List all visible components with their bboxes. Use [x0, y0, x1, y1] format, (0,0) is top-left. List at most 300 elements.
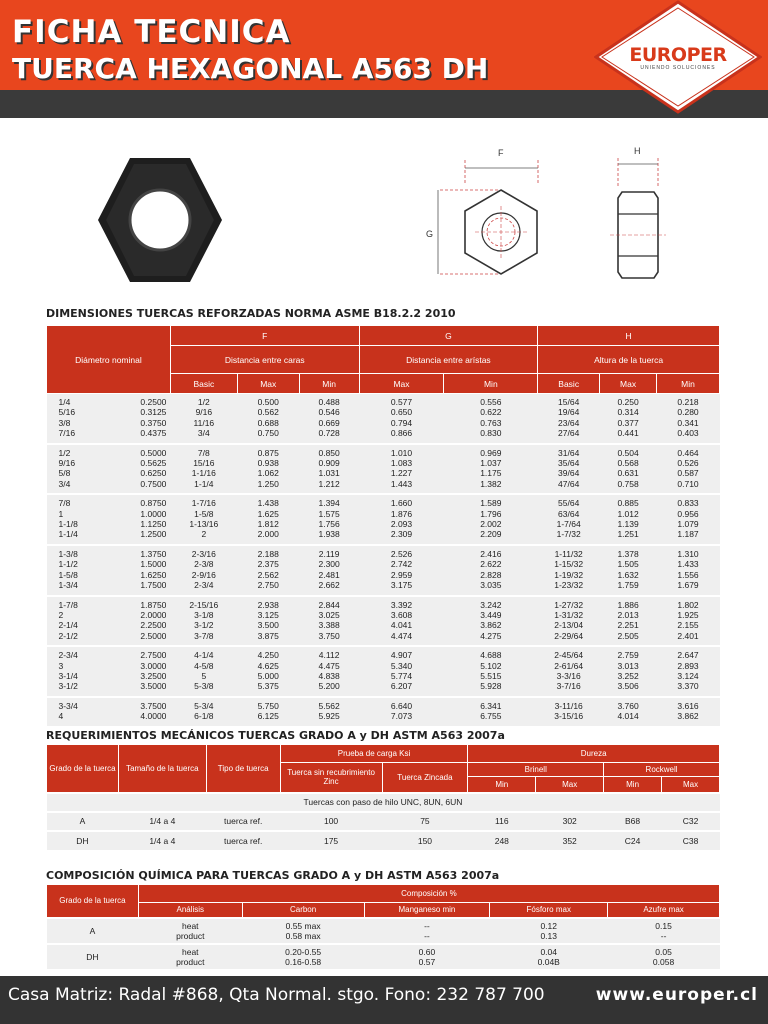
table-cell-fmin	[299, 444, 359, 495]
cell-value: 5.750	[257, 700, 279, 711]
table-cell-hmin	[657, 494, 720, 545]
table-cell-fb	[170, 646, 237, 697]
col-g-max: Max	[359, 374, 444, 394]
cell-value: 1.382	[480, 478, 502, 489]
cell-value: 0.20-0.55	[285, 946, 322, 957]
table-row-group	[47, 444, 720, 495]
cell-value: 0.05	[655, 946, 672, 957]
table-row-group	[47, 545, 720, 596]
cell-value: 1-27/32	[554, 599, 584, 610]
col-f-min: Min	[299, 374, 359, 394]
cell-value: 4.688	[480, 650, 502, 661]
cell-value: 3.242	[480, 599, 502, 610]
cell-value: 1-7/16	[191, 498, 216, 509]
cell-value: 3/8	[58, 417, 71, 428]
mechanical-table	[46, 744, 720, 850]
header-diametro: Diámetro nominal	[47, 326, 171, 394]
table-cell-s	[608, 918, 720, 944]
cell-value: 0.12	[540, 920, 557, 931]
cell-value: 2-9/16	[191, 569, 216, 580]
cell-value: 1	[58, 508, 64, 519]
table-cell: tuerca ref.	[206, 812, 280, 831]
nut-photo	[90, 150, 230, 290]
cell-value: 0.341	[677, 417, 699, 428]
cell-value: 9/16	[58, 458, 76, 469]
col-f-max: Max	[237, 374, 299, 394]
cell-value: 2.759	[617, 650, 639, 661]
cell-value: 0.669	[318, 417, 340, 428]
header-h-sub: Altura de la tuerca	[538, 346, 720, 374]
cell-value: 2.416	[480, 548, 502, 559]
label-g: G	[426, 229, 434, 239]
header-rockwell-max: Max	[662, 777, 720, 793]
table-cell: 1/4 a 4	[118, 831, 206, 850]
cell-value: 2.155	[677, 620, 699, 631]
cell-value: 5/8	[58, 468, 71, 479]
table-cell-hb	[538, 646, 600, 697]
cell-value: 2.562	[257, 569, 279, 580]
cell-value: 5.340	[390, 660, 413, 671]
table-cell-gmin	[444, 596, 538, 647]
cell-value: 0.866	[390, 428, 413, 439]
table-cell-gmin	[444, 394, 538, 444]
table-row-group	[47, 596, 720, 647]
cell-value: 3/4	[58, 478, 71, 489]
cell-value: 2-13/04	[554, 620, 584, 631]
table-cell-hb	[538, 596, 600, 647]
cell-value: 0.556	[480, 397, 502, 407]
logo-subtitle: UNIENDO SOLUCIONES	[640, 65, 716, 71]
cell-value: 0.04	[540, 946, 557, 957]
cell-value: 2.309	[390, 529, 413, 540]
cell-value: 1.5000	[140, 559, 167, 570]
cell-value: 1.175	[480, 468, 502, 479]
table-cell: C38	[662, 831, 720, 850]
table-row-group	[47, 394, 720, 444]
cell-value: 1.1250	[140, 519, 167, 530]
cell-value: 1.589	[480, 498, 502, 509]
cell-value: 1.8750	[140, 599, 167, 610]
col-manganeso: Manganeso min	[364, 903, 490, 918]
cell-value: 2-45/64	[554, 650, 584, 661]
cell-value: product	[176, 956, 205, 967]
header-rockwell-min: Min	[604, 777, 662, 793]
cell-value: 0.875	[257, 447, 279, 458]
table-cell-fmax	[237, 596, 299, 647]
cell-value: 6.640	[390, 700, 413, 711]
cell-value: 0.631	[617, 468, 639, 479]
cell-value: 0.956	[677, 508, 699, 519]
cell-value: 4-5/8	[194, 660, 214, 671]
table-cell-fb	[170, 545, 237, 596]
header-brinell: Brinell	[468, 763, 604, 777]
cell-value: 2.002	[480, 519, 502, 530]
table-cell-gmax	[359, 494, 444, 545]
cell-value: 3.5000	[140, 681, 167, 692]
table-cell-carbon	[242, 944, 364, 969]
cell-value: 3-11/16	[554, 700, 583, 711]
cell-value: 1.7500	[140, 580, 167, 591]
cell-value: 2-3/8	[194, 559, 214, 570]
table-cell-fmax	[237, 697, 299, 727]
cell-value: 3.506	[617, 681, 639, 692]
cell-value: 1.625	[257, 508, 279, 519]
table-cell-size	[47, 697, 109, 727]
cell-value: 6.341	[480, 700, 502, 711]
cell-value: 3.616	[677, 700, 699, 711]
cell-value: 35/64	[558, 458, 580, 469]
cell-value: 1-3/4	[58, 580, 78, 591]
cell-value: --	[424, 920, 430, 931]
cell-value: 4.250	[257, 650, 279, 661]
table-row-group	[47, 697, 720, 727]
table-cell-s	[608, 944, 720, 969]
cell-value: 3-7/16	[556, 681, 581, 692]
cell-value: 0.688	[257, 417, 279, 428]
cell-value: 4.112	[318, 650, 340, 661]
cell-value: 55/64	[558, 498, 580, 509]
cell-value: 0.794	[390, 417, 413, 428]
table-cell-size	[47, 394, 109, 444]
cell-value: 2.893	[677, 660, 699, 671]
cell-value: 1-7/32	[556, 529, 581, 540]
cell-value: 2-3/4	[194, 580, 214, 591]
cell-value: 2.5000	[140, 630, 167, 641]
cell-value: 1.438	[257, 498, 279, 509]
cell-value: 0.5625	[140, 458, 167, 469]
cell-value: 1.756	[318, 519, 340, 530]
cell-value: 7/16	[58, 428, 76, 439]
cell-value: 2.013	[617, 609, 639, 620]
table-cell-fb	[170, 494, 237, 545]
cell-value: 4.474	[390, 630, 413, 641]
table-cell-fmax	[237, 646, 299, 697]
cell-value: 39/64	[558, 468, 580, 479]
cell-value: 3.124	[677, 670, 699, 681]
cell-value: 9/16	[195, 407, 213, 418]
cell-value: 4-1/4	[194, 650, 214, 661]
cell-value: 4.014	[617, 711, 639, 722]
cell-value: 1-1/16	[191, 468, 216, 479]
cell-value: 3/4	[197, 428, 210, 439]
table-cell-fb	[170, 394, 237, 444]
cell-value: 3-3/16	[556, 670, 581, 681]
cell-value: 2.188	[257, 548, 279, 559]
table-cell-hmin	[657, 394, 720, 444]
table-row-group	[47, 494, 720, 545]
cell-value: 0.568	[617, 458, 639, 469]
table-cell-fmin	[299, 494, 359, 545]
cell-value: 1.250	[257, 478, 279, 489]
header-prueba: Prueba de carga Ksi	[280, 745, 468, 763]
cell-value: 0.650	[390, 407, 413, 418]
cell-value: 1-5/8	[194, 508, 214, 519]
cell-value: 0.04B	[537, 956, 560, 967]
cell-value: 2.119	[318, 548, 340, 559]
cell-value: 0.3750	[140, 417, 167, 428]
cell-value: 4.041	[390, 620, 413, 631]
cell-value: 31/64	[558, 447, 580, 458]
table-cell: B68	[604, 812, 662, 831]
table-cell-hmax	[600, 545, 657, 596]
cell-value: 5/16	[58, 407, 76, 418]
cell-value: 3	[58, 660, 64, 671]
cell-value: 3.449	[480, 609, 502, 620]
cell-value: 0.57	[418, 956, 436, 967]
cell-value: 63/64	[558, 508, 580, 519]
cell-value: 0.7500	[140, 478, 167, 489]
table-cell-grado: DH	[47, 944, 139, 969]
cell-value: 1-1/2	[58, 559, 78, 570]
cell-value: 11/16	[193, 417, 215, 428]
cell-value: 0.546	[318, 407, 340, 418]
cell-value: 0.763	[480, 417, 502, 428]
table-cell-mn	[364, 918, 490, 944]
table-cell-hmax	[600, 646, 657, 697]
cell-value: 1.443	[390, 478, 413, 489]
table-cell-p	[490, 918, 608, 944]
cell-value: 0.3125	[140, 407, 167, 418]
cell-value: 7.073	[390, 711, 413, 722]
table-cell-size	[47, 646, 109, 697]
table-cell-gmin	[444, 494, 538, 545]
table-cell-dec	[108, 444, 170, 495]
table-cell-fmin	[299, 697, 359, 727]
cell-value: 1.632	[617, 569, 639, 580]
cell-value: 0.969	[480, 447, 502, 458]
cell-value: 0.218	[677, 397, 699, 407]
cell-value: 2.828	[480, 569, 502, 580]
cell-value: 3.500	[257, 620, 279, 631]
cell-value: 3.862	[480, 620, 502, 631]
cell-value: 6.125	[257, 711, 279, 722]
table-cell-dec	[108, 394, 170, 444]
logo-text: EUROPER	[629, 44, 727, 66]
cell-value: 0.403	[677, 428, 699, 439]
table-cell-gmax	[359, 596, 444, 647]
cell-value: 3-15/16	[554, 711, 584, 722]
cell-value: 0.833	[677, 498, 699, 509]
cell-value: 1.227	[390, 468, 413, 479]
table-cell-fb	[170, 444, 237, 495]
table-cell: 248	[468, 831, 536, 850]
table-cell-carbon	[242, 918, 364, 944]
cell-value: 1-31/32	[554, 609, 584, 620]
cell-value: 1.012	[617, 508, 639, 519]
table-cell-hmax	[600, 596, 657, 647]
header-brinell-min: Min	[468, 777, 536, 793]
cell-value: 47/64	[558, 478, 580, 489]
cell-value: 0.562	[257, 407, 279, 418]
cell-value: 1.083	[390, 458, 413, 469]
cell-value: --	[660, 930, 667, 941]
cell-value: 5.562	[318, 700, 340, 711]
cell-value: 3.7500	[140, 700, 167, 711]
cell-value: 2.401	[677, 630, 699, 641]
cell-value: 0.058	[652, 956, 675, 967]
cell-value: 5.515	[480, 670, 502, 681]
table-cell-gmax	[359, 444, 444, 495]
header-dureza: Dureza	[468, 745, 720, 763]
cell-value: 1.212	[318, 478, 340, 489]
cell-value: 0.750	[257, 428, 279, 439]
cell-value: 2.647	[677, 650, 699, 661]
cell-value: 5-3/8	[194, 681, 214, 692]
cell-value: product	[176, 930, 205, 941]
cell-value: 2.662	[318, 580, 340, 591]
cell-value: 23/64	[558, 417, 580, 428]
cell-value: 3.125	[257, 609, 279, 620]
table-cell: 75	[382, 812, 468, 831]
cell-value: 1.310	[677, 548, 699, 559]
cell-value: 6.207	[390, 681, 413, 692]
table-cell: tuerca ref.	[206, 831, 280, 850]
cell-value: 1.505	[617, 559, 639, 570]
table-cell-analisis	[138, 918, 242, 944]
cell-value: 0.464	[677, 447, 699, 458]
table-cell-hmax	[600, 697, 657, 727]
cell-value: 5.925	[318, 711, 340, 722]
header-tipo: Tipo de tuerca	[206, 745, 280, 793]
cell-value: 1-15/32	[554, 559, 584, 570]
cell-value: 1.575	[318, 508, 340, 519]
cell-value: 2.2500	[140, 620, 167, 631]
cell-value: 0.938	[257, 458, 279, 469]
cell-value: 4	[58, 711, 64, 722]
table1-title: DIMENSIONES TUERCAS REFORZADAS NORMA ASME B18.2.2 2010	[46, 307, 456, 320]
cell-value: 2.742	[390, 559, 413, 570]
table-cell-hb	[538, 394, 600, 444]
cell-value: 0.526	[677, 458, 699, 469]
table-cell-fmin	[299, 646, 359, 697]
cell-value: 0.909	[318, 458, 340, 469]
cell-value: 1-1/4	[58, 529, 78, 540]
cell-value: 1.079	[677, 519, 699, 530]
cell-value: 0.728	[318, 428, 340, 439]
cell-value: 1-7/8	[58, 599, 78, 610]
cell-value: 0.4375	[140, 428, 167, 439]
cell-value: 0.8750	[140, 498, 167, 509]
footer-website[interactable]: www.europer.cl	[595, 985, 758, 1005]
table-cell-grado: A	[47, 918, 139, 944]
table-cell: 1/4 a 4	[118, 812, 206, 831]
cell-value: 4.838	[318, 670, 340, 681]
cell-value: 0.850	[318, 447, 340, 458]
cell-value: 1.3750	[140, 548, 167, 559]
cell-value: 1-5/8	[58, 569, 78, 580]
cell-value: 5.200	[318, 681, 340, 692]
cell-value: 0.15	[655, 920, 672, 931]
cell-value: 0.13	[540, 930, 557, 941]
table-cell-hmax	[600, 494, 657, 545]
cell-value: 1.925	[677, 609, 699, 620]
cell-value: 2-15/16	[189, 599, 219, 610]
nut-side-drawing	[600, 140, 680, 290]
cell-value: 2.622	[480, 559, 502, 570]
cell-value: 1-1/8	[58, 519, 78, 530]
cell-value: 3-1/4	[58, 670, 78, 681]
cell-value: 3.013	[617, 660, 639, 671]
table-cell-fb	[170, 697, 237, 727]
table-cell-fmax	[237, 394, 299, 444]
cell-value: 2-3/16	[191, 548, 216, 559]
table-cell-dec	[108, 596, 170, 647]
table3-title: COMPOSICIÓN QUÍMICA PARA TUERCAS GRADO A y DH ASTM A563 2007a	[46, 869, 500, 882]
cell-value: 3.025	[318, 609, 340, 620]
cell-value: 3.388	[318, 620, 340, 631]
label-f: F	[498, 148, 504, 158]
cell-value: 3.608	[390, 609, 413, 620]
cell-value: 0.587	[677, 468, 699, 479]
cell-value: 3.035	[480, 580, 502, 591]
cell-value: 1.796	[480, 508, 502, 519]
cell-value: 0.6250	[140, 468, 167, 479]
cell-value: 0.885	[617, 498, 639, 509]
footer-address: Casa Matriz: Radal #868, Qta Normal. stgo. Fono: 232 787 700	[8, 985, 545, 1005]
cell-value: 2.526	[390, 548, 413, 559]
table-cell-mn	[364, 944, 490, 969]
cell-value: 1.251	[617, 529, 639, 540]
cell-value: 0.500	[257, 397, 279, 407]
table-cell-hmin	[657, 444, 720, 495]
cell-value: 3.0000	[140, 660, 167, 671]
header-brinell-max: Max	[536, 777, 604, 793]
table-cell: 116	[468, 812, 536, 831]
table-cell-hmin	[657, 596, 720, 647]
cell-value: 1/2	[197, 397, 210, 407]
page-subtitle: TUERCA HEXAGONAL A563 DH	[12, 52, 489, 85]
table-cell-dec	[108, 646, 170, 697]
table-cell-hmin	[657, 697, 720, 727]
cell-value: 3.2500	[140, 670, 167, 681]
cell-value: 0.830	[480, 428, 502, 439]
header-f: F	[170, 326, 359, 346]
cell-value: heat	[182, 946, 199, 957]
table-row-group	[47, 646, 720, 697]
table-cell: C32	[662, 812, 720, 831]
table-cell-hb	[538, 494, 600, 545]
cell-value: 0.250	[617, 397, 639, 407]
cell-value: 5-3/4	[194, 700, 214, 711]
composition-table	[46, 884, 720, 969]
table-cell-dec	[108, 494, 170, 545]
cell-value: 1.394	[318, 498, 340, 509]
table-cell-hb	[538, 545, 600, 596]
cell-value: 3.175	[390, 580, 413, 591]
cell-value: 1.0000	[140, 508, 167, 519]
col-h-max: Max	[600, 374, 657, 394]
cell-value: 1.6250	[140, 569, 167, 580]
cell-value: 1.812	[257, 519, 279, 530]
table-cell-fmax	[237, 545, 299, 596]
cell-value: --	[424, 930, 430, 941]
cell-value: 1.660	[390, 498, 413, 509]
cell-value: 1.938	[318, 529, 340, 540]
cell-value: 3-7/8	[194, 630, 214, 641]
table-cell-fmin	[299, 394, 359, 444]
cell-value: 7/8	[58, 498, 71, 509]
cell-value: 3-1/8	[194, 609, 214, 620]
cell-value: 27/64	[558, 428, 580, 439]
table-cell: 175	[280, 831, 382, 850]
header-grado: Grado de la tuerca	[47, 745, 119, 793]
cell-value: 3.252	[617, 670, 639, 681]
table-cell: DH	[47, 831, 119, 850]
table-cell-hb	[538, 697, 600, 727]
cell-value: 2.505	[617, 630, 639, 641]
cell-value: 1/4	[58, 397, 71, 407]
cell-value: 1-1/4	[194, 478, 214, 489]
